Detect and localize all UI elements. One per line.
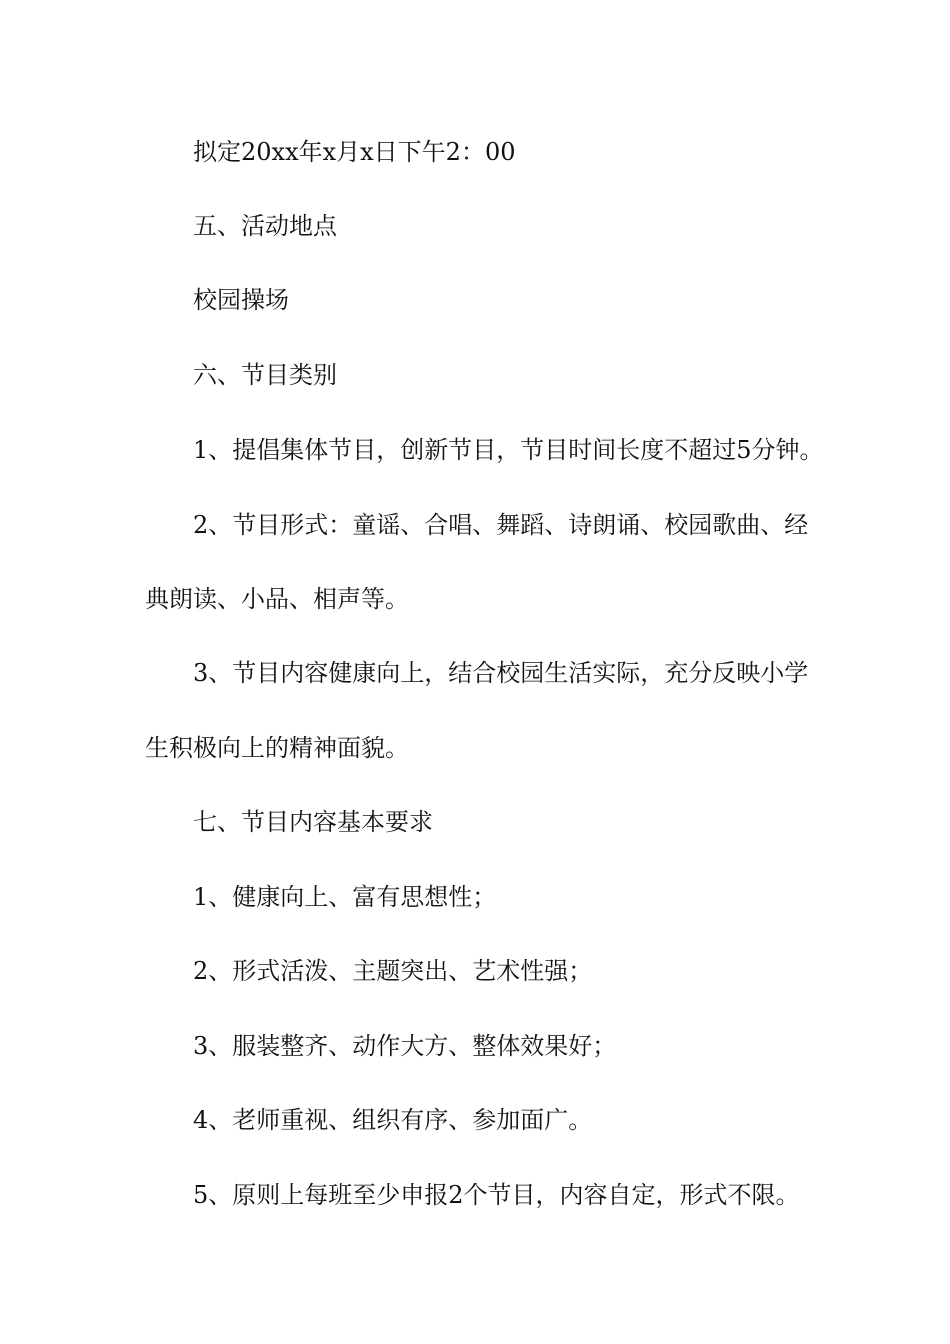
- section-heading-venue: 五、活动地点: [193, 212, 337, 240]
- requirement-item-2: 2、形式活泼、主题突出、艺术性强；: [193, 957, 593, 985]
- requirement-item-5: 5、原则上每班至少申报2个节目，内容自定，形式不限。: [193, 1181, 800, 1209]
- category-item-2-line-2: 典朗读、小品、相声等。: [145, 585, 409, 613]
- venue-text: 校园操场: [193, 286, 289, 314]
- section-heading-program-categories: 六、节目类别: [193, 361, 337, 389]
- requirement-item-4: 4、老师重视、组织有序、参加面广。: [193, 1106, 593, 1134]
- requirement-item-3: 3、服装整齐、动作大方、整体效果好；: [193, 1032, 617, 1060]
- event-time-text: 拟定20xx年x月x日下午2：00: [193, 138, 516, 166]
- section-heading-content-requirements: 七、节目内容基本要求: [193, 808, 433, 836]
- category-item-1: 1、提倡集体节目，创新节目，节目时间长度不超过5分钟。: [193, 436, 824, 464]
- category-item-3-line-1: 3、节目内容健康向上，结合校园生活实际，充分反映小学: [193, 659, 809, 687]
- category-item-2-line-1: 2、节目形式：童谣、合唱、舞蹈、诗朗诵、校园歌曲、经: [193, 511, 809, 539]
- requirement-item-1: 1、健康向上、富有思想性；: [193, 883, 497, 911]
- category-item-3-line-2: 生积极向上的精神面貌。: [145, 734, 409, 762]
